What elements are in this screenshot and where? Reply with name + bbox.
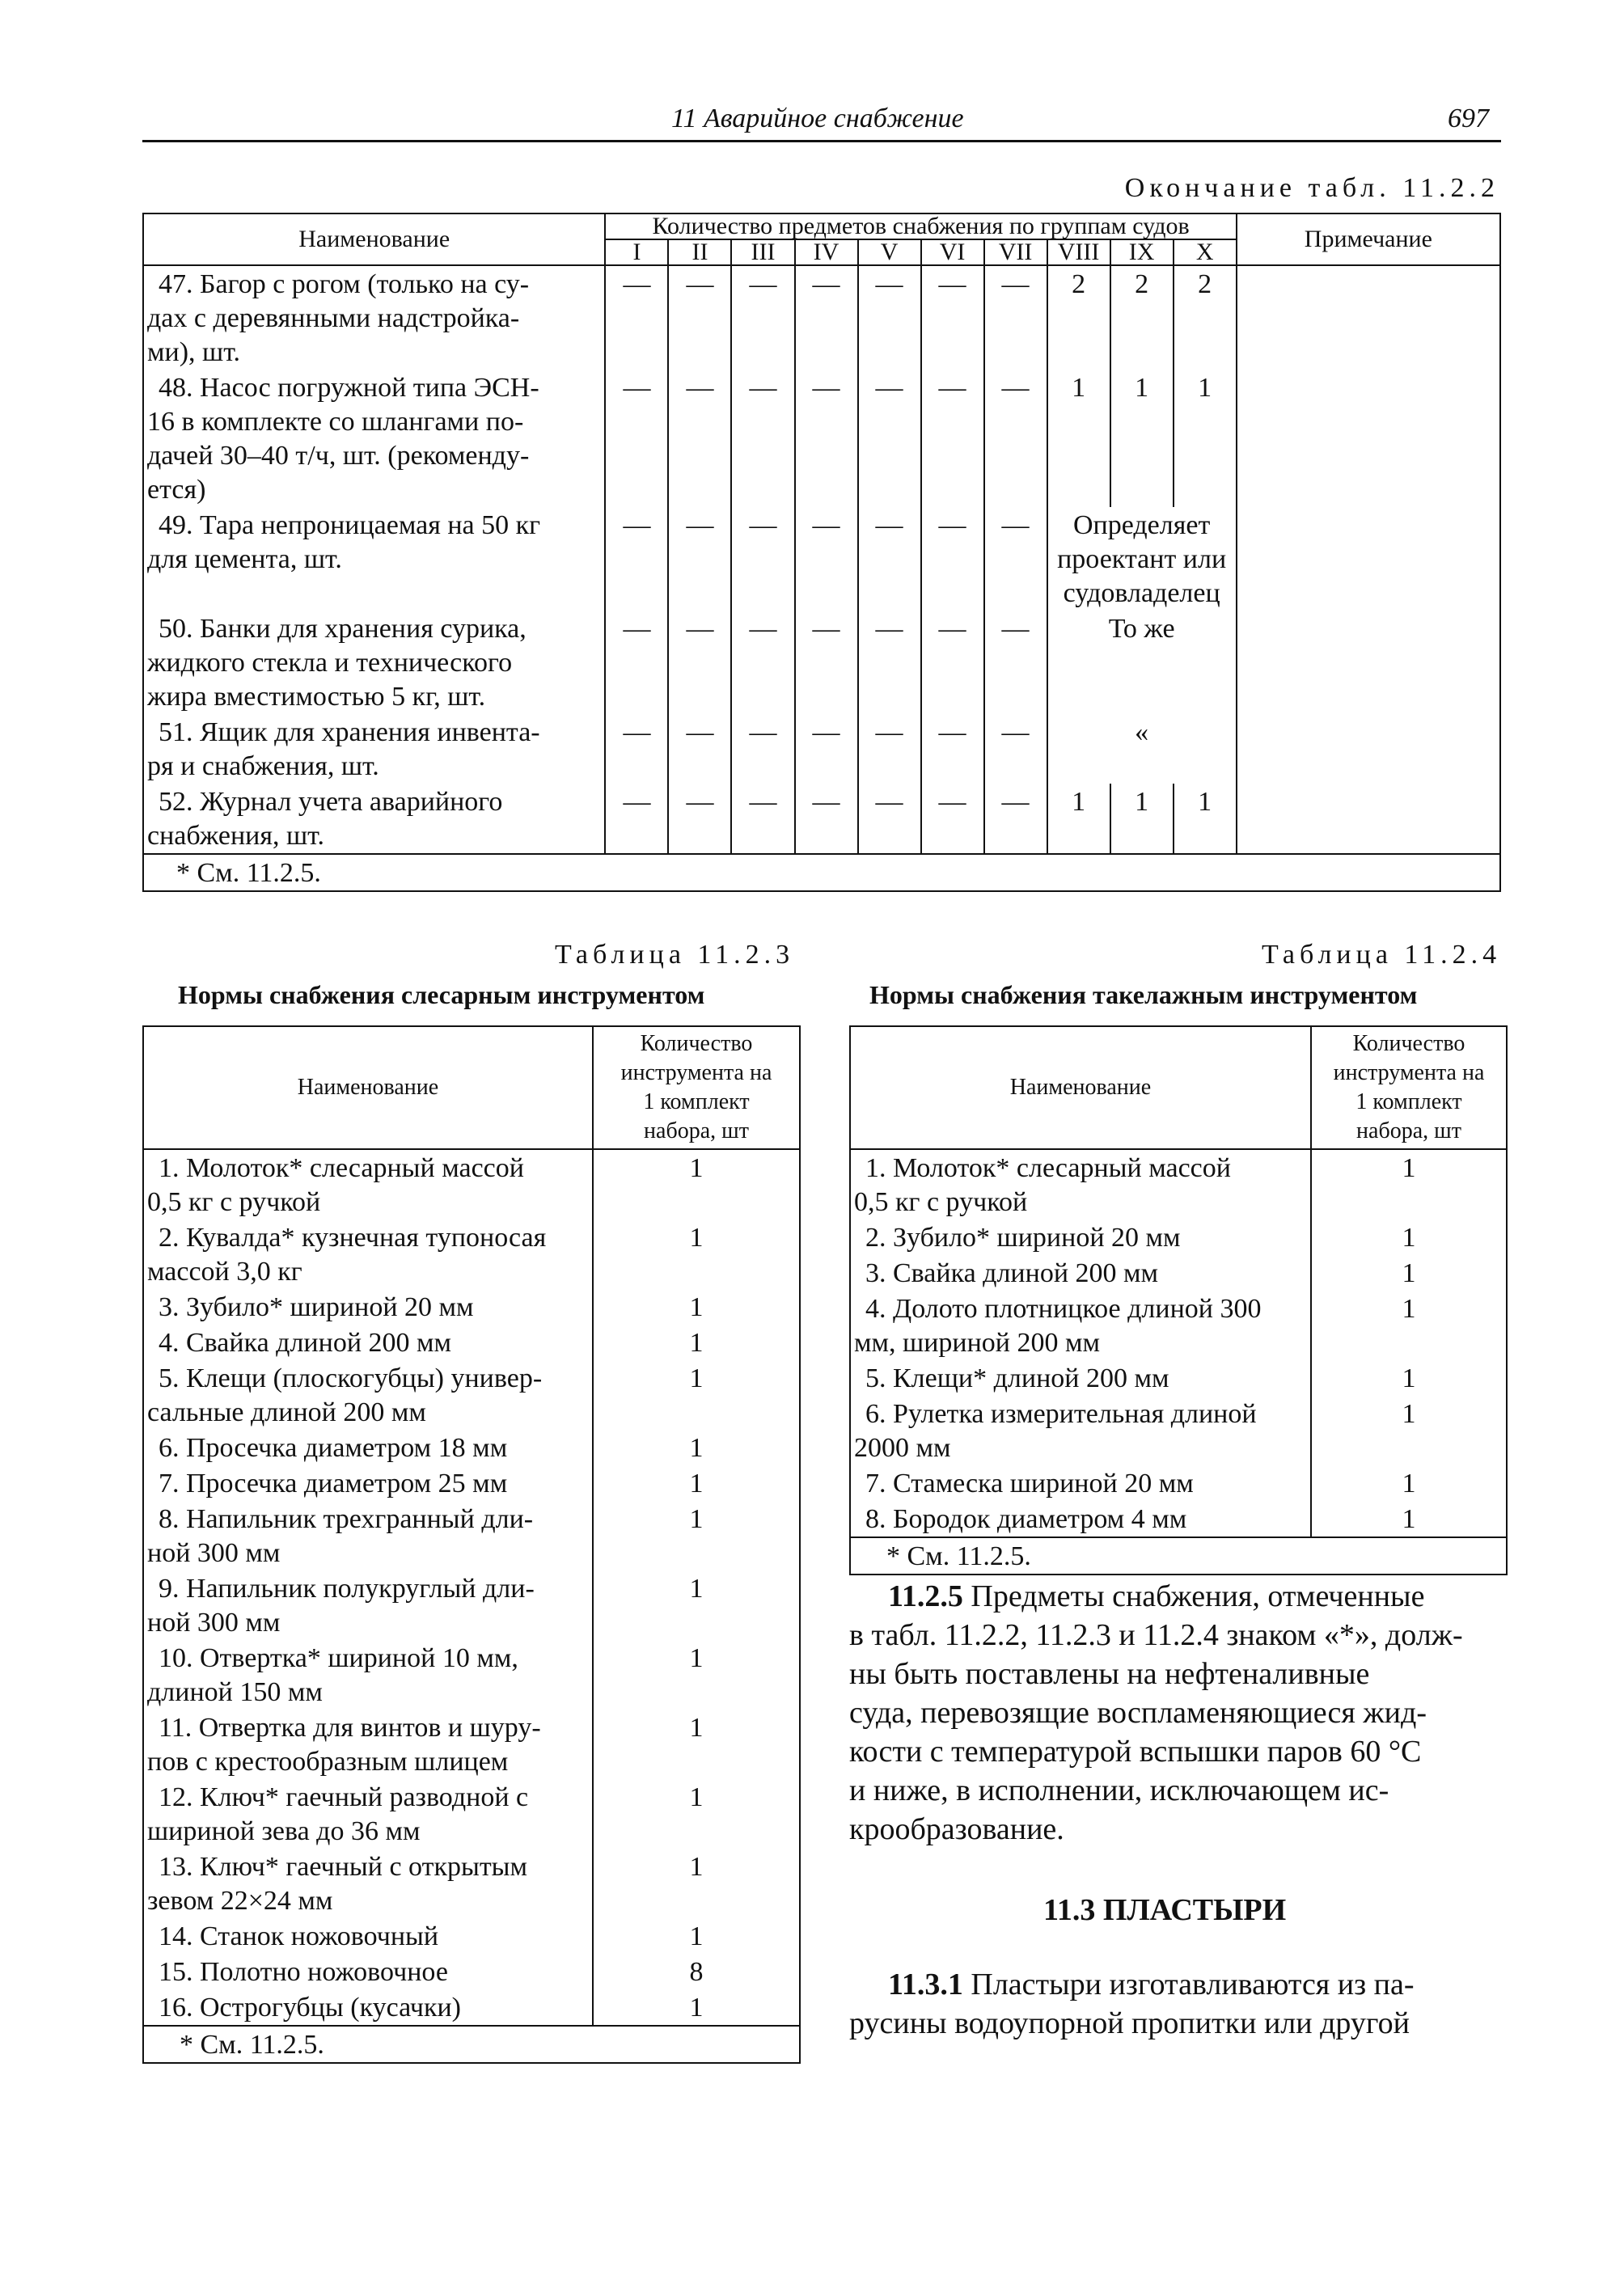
item-qty: 1 <box>1311 1360 1507 1396</box>
item-name: 8. Бородок диаметром 4 мм <box>850 1501 1311 1537</box>
item-qty: 1 <box>593 1989 800 2026</box>
table-footnote: * См. 11.2.5. <box>850 1537 1507 1575</box>
item-qty: 1 <box>1311 1465 1507 1501</box>
item-name: 7. Просечка диаметром 25 мм <box>143 1465 593 1501</box>
qty-cell: — <box>858 507 921 611</box>
qty-cell: — <box>605 370 668 507</box>
group-header: VII <box>984 239 1047 265</box>
table-row <box>143 1360 800 1430</box>
item-qty: 1 <box>593 1640 800 1710</box>
qty-cell: — <box>921 784 984 854</box>
group-header: II <box>668 239 731 265</box>
qty-cell: — <box>984 370 1047 507</box>
header-name: Наименование <box>850 1026 1311 1149</box>
qty-cell: — <box>795 714 858 784</box>
table-row <box>850 1291 1507 1360</box>
qty-cell: — <box>858 370 921 507</box>
item-name: 47. Багор с рогом (только на су- дах с деревянными надстройка- ми), шт. <box>143 265 605 370</box>
item-name: 5. Клещи* длиной 200 мм <box>850 1360 1311 1396</box>
item-name: 15. Полотно ножовочное <box>143 1954 593 1989</box>
table-continuation-caption: Окончание табл. 11.2.2 <box>1124 173 1499 203</box>
qty-cell: 1 <box>1110 370 1174 507</box>
item-name: 1. Молоток* слесарный массой 0,5 кг с ручкой <box>850 1149 1311 1219</box>
item-qty: 1 <box>593 1501 800 1570</box>
locksmith-tools-table <box>142 1025 801 2064</box>
table-row <box>143 1430 800 1465</box>
header-name: Наименование <box>143 213 605 265</box>
group-header: III <box>731 239 794 265</box>
qty-cell: 1 <box>1110 784 1174 854</box>
paragraph-11-2-5: 11.2.5 Предметы снабжения, отмеченные в табл. 11.2.2, 11.2.3 и 11.2.4 знаком «*», долж- ны быть поставлены на нефтеналивные суда, перевозящие воспламеняющиеся жид- кости с температурой вспышки паров 60 °С и ниже, в исполнении, исключающем ис- крообразование. <box>849 1579 1463 1846</box>
table-row <box>143 1149 800 1219</box>
table-footnote: * См. 11.2.5. <box>143 854 1500 891</box>
item-name: 48. Насос погружной типа ЭСН- 16 в комплекте со шлангами по- дачей 30–40 т/ч, шт. (рекоменду- ется) <box>143 370 605 507</box>
table-row <box>143 1289 800 1325</box>
group-header: X <box>1174 239 1237 265</box>
item-qty: 1 <box>593 1570 800 1640</box>
qty-cell: — <box>605 265 668 370</box>
header-note: Примечание <box>1237 213 1500 265</box>
table-row <box>143 1989 800 2026</box>
qty-cell: — <box>858 784 921 854</box>
table-row <box>850 1501 1507 1537</box>
item-name: 13. Ключ* гаечный с открытым зевом 22×24 мм <box>143 1849 593 1918</box>
item-name: 2. Зубило* шириной 20 мм <box>850 1219 1311 1255</box>
item-qty: 1 <box>593 1779 800 1849</box>
group-header: V <box>858 239 921 265</box>
item-name: 12. Ключ* гаечный разводной с шириной зева до 36 мм <box>143 1779 593 1849</box>
table-row <box>143 1954 800 1989</box>
qty-cell: — <box>605 714 668 784</box>
qty-cell: — <box>984 265 1047 370</box>
table-row <box>143 1918 800 1954</box>
header-qty-groups: Количество предметов снабжения по группам судов <box>605 213 1236 239</box>
qty-cell: — <box>731 507 794 611</box>
running-title: 11 Аварийное снабжение <box>671 104 964 133</box>
item-name: 6. Рулетка измерительная длиной 2000 мм <box>850 1396 1311 1465</box>
qty-cell: — <box>605 611 668 714</box>
table-row <box>850 1360 1507 1396</box>
item-name: 50. Банки для хранения сурика, жидкого стекла и технического жира вместимостью 5 кг, шт. <box>143 611 605 714</box>
qty-cell: — <box>921 265 984 370</box>
qty-cell: — <box>921 370 984 507</box>
table-row <box>850 1396 1507 1465</box>
qty-cell: — <box>731 714 794 784</box>
qty-cell: 1 <box>1174 784 1237 854</box>
group-header: I <box>605 239 668 265</box>
section-heading-11-3: 11.3 ПЛАСТЫРИ <box>1043 1893 1287 1927</box>
table-label-11-2-3: Таблица 11.2.3 <box>555 940 795 970</box>
item-name: 4. Свайка длиной 200 мм <box>143 1325 593 1360</box>
item-name: 5. Клещи (плоскогубцы) универ- сальные длиной 200 мм <box>143 1360 593 1430</box>
header-qty: Количество инструмента на 1 комплект набора, шт <box>1311 1026 1507 1149</box>
item-name: 9. Напильник полукруглый дли- ной 300 мм <box>143 1570 593 1640</box>
table-label-11-2-4: Таблица 11.2.4 <box>1262 940 1502 970</box>
item-qty: 8 <box>593 1954 800 1989</box>
qty-cell: — <box>668 370 731 507</box>
qty-cell: — <box>731 370 794 507</box>
group-header: IV <box>795 239 858 265</box>
merged-qty-cell: Определяет проектант или судовладелец <box>1047 507 1237 611</box>
qty-cell: 2 <box>1110 265 1174 370</box>
item-name: 8. Напильник трехгранный дли- ной 300 мм <box>143 1501 593 1570</box>
item-name: 4. Долото плотницкое длиной 300 мм, шириной 200 мм <box>850 1291 1311 1360</box>
header-name: Наименование <box>143 1026 593 1149</box>
qty-cell: — <box>984 714 1047 784</box>
paragraph-11-3-1: 11.3.1 Пластыри изготавливаются из па- русины водоупорной пропитки или другой <box>849 1968 1415 2040</box>
item-qty: 1 <box>593 1360 800 1430</box>
qty-cell: — <box>795 507 858 611</box>
qty-cell: 2 <box>1047 265 1110 370</box>
qty-cell: — <box>668 507 731 611</box>
table-footnote: * См. 11.2.5. <box>143 2026 800 2063</box>
qty-cell: — <box>984 611 1047 714</box>
supply-table-11-2-2 <box>142 213 1501 892</box>
qty-cell: — <box>668 784 731 854</box>
qty-cell: — <box>605 784 668 854</box>
table-row <box>850 1255 1507 1291</box>
qty-cell: — <box>921 611 984 714</box>
group-header: VI <box>921 239 984 265</box>
item-qty: 1 <box>593 1149 800 1219</box>
item-name: 14. Станок ножовочный <box>143 1918 593 1954</box>
qty-cell: — <box>921 714 984 784</box>
qty-cell: — <box>668 611 731 714</box>
group-header: IX <box>1110 239 1174 265</box>
qty-cell: — <box>921 507 984 611</box>
item-name: 11. Отвертка для винтов и шуру- пов с крестообразным шлицем <box>143 1710 593 1779</box>
table-row <box>143 1219 800 1289</box>
qty-cell: — <box>984 784 1047 854</box>
item-qty: 1 <box>593 1219 800 1289</box>
qty-cell: 1 <box>1047 784 1110 854</box>
qty-cell: — <box>668 714 731 784</box>
qty-cell: — <box>731 784 794 854</box>
table-row <box>143 1325 800 1360</box>
item-name: 49. Тара непроницаемая на 50 кг для цемента, шт. <box>143 507 605 611</box>
item-name: 10. Отвертка* шириной 10 мм, длиной 150 мм <box>143 1640 593 1710</box>
note-cell <box>1237 265 1500 854</box>
item-qty: 1 <box>1311 1255 1507 1291</box>
merged-qty-cell: То же <box>1047 611 1237 714</box>
table-title-11-2-4: Нормы снабжения такелажным инструментом <box>869 980 1418 1009</box>
rigging-tools-table <box>849 1025 1508 1575</box>
item-qty: 1 <box>1311 1291 1507 1360</box>
qty-cell: — <box>731 265 794 370</box>
table-row <box>143 1570 800 1640</box>
table-row <box>850 1219 1507 1255</box>
qty-cell: — <box>795 784 858 854</box>
qty-cell: 1 <box>1174 370 1237 507</box>
qty-cell: — <box>605 507 668 611</box>
qty-cell: — <box>858 611 921 714</box>
table-row <box>143 1640 800 1710</box>
group-header: VIII <box>1047 239 1110 265</box>
qty-cell: — <box>858 714 921 784</box>
item-qty: 1 <box>593 1710 800 1779</box>
qty-cell: 2 <box>1174 265 1237 370</box>
table-row <box>143 1849 800 1918</box>
item-name: 16. Острогубцы (кусачки) <box>143 1989 593 2026</box>
item-name: 3. Зубило* шириной 20 мм <box>143 1289 593 1325</box>
item-name: 1. Молоток* слесарный массой 0,5 кг с ручкой <box>143 1149 593 1219</box>
table-row <box>143 1710 800 1779</box>
item-qty: 1 <box>1311 1501 1507 1537</box>
header-qty: Количество инструмента на 1 комплект набора, шт <box>593 1026 800 1149</box>
item-qty: 1 <box>593 1325 800 1360</box>
page-number: 697 <box>1448 104 1489 133</box>
qty-cell: — <box>731 611 794 714</box>
item-name: 6. Просечка диаметром 18 мм <box>143 1430 593 1465</box>
item-qty: 1 <box>1311 1219 1507 1255</box>
item-qty: 1 <box>593 1465 800 1501</box>
qty-cell: — <box>795 265 858 370</box>
table-row <box>850 1149 1507 1219</box>
item-name: 51. Ящик для хранения инвента- ря и снабжения, шт. <box>143 714 605 784</box>
item-qty: 1 <box>1311 1149 1507 1219</box>
table-row <box>143 265 1500 370</box>
table-row <box>143 1779 800 1849</box>
table-title-11-2-3: Нормы снабжения слесарным инструментом <box>178 980 705 1009</box>
item-name: 52. Журнал учета аварийного снабжения, шт. <box>143 784 605 854</box>
item-qty: 1 <box>593 1289 800 1325</box>
qty-cell: — <box>858 265 921 370</box>
item-qty: 1 <box>593 1849 800 1918</box>
table-row <box>143 1501 800 1570</box>
table-row <box>143 1465 800 1501</box>
item-qty: 1 <box>1311 1396 1507 1465</box>
qty-cell: — <box>984 507 1047 611</box>
qty-cell: — <box>795 370 858 507</box>
qty-cell: — <box>668 265 731 370</box>
header-rule <box>142 140 1501 142</box>
item-name: 2. Кувалда* кузнечная тупоносая массой 3,0 кг <box>143 1219 593 1289</box>
table-row <box>850 1465 1507 1501</box>
item-qty: 1 <box>593 1918 800 1954</box>
item-name: 7. Стамеска шириной 20 мм <box>850 1465 1311 1501</box>
qty-cell: 1 <box>1047 370 1110 507</box>
item-qty: 1 <box>593 1430 800 1465</box>
qty-cell: — <box>795 611 858 714</box>
item-name: 3. Свайка длиной 200 мм <box>850 1255 1311 1291</box>
merged-qty-cell: « <box>1047 714 1237 784</box>
